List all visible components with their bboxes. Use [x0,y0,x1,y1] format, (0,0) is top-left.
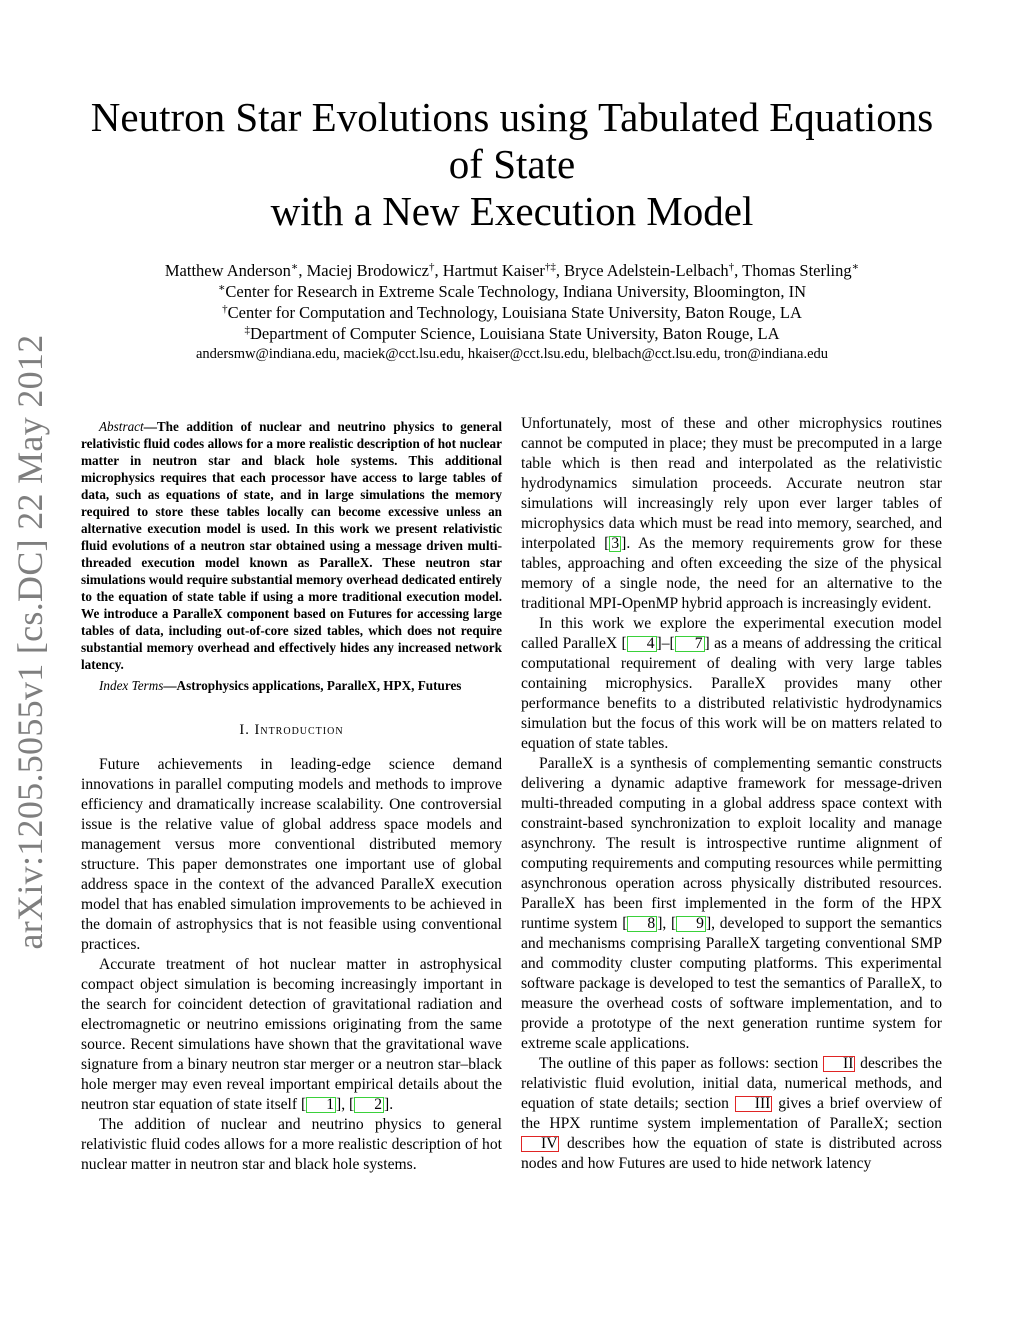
paper-title [70,94,954,235]
left-column [81,414,502,1175]
paragraph-text: gives a brief overview of the HPX runtime system implementation of ParalleX; section [521,1095,942,1132]
paragraph-text: , developed to support the semantics and mechanisms comprising ParalleX targeting conventional SMP and commodity cluster computing platforms. This experimental software package is developed to test the semantics of ParalleX, to measure the overhead costs of software implementation, and to provide a prototype of the next generation runtime system for extreme scale applications. [521,915,942,1052]
separator: – [661,635,670,652]
paragraph: ParalleX is a synthesis of complementing semantic constructs delivering a dynamic adaptive framework for message-driven multi-threaded computing in a global address space context with constraint-based synchronization to exploit locality and manage asynchrony. The result is introspective runtime alignment of computing requirements and computing resources while permitting asynchronous operation across physically distributed resources. ParalleX has been first implemented in the form of the HPX runtime system [ 8 ], [ 9 ], developed to support the semantics and mechanisms comprising ParalleX targeting conventional SMP and commodity cluster computing platforms. This experimental software package is developed to test the semantics of ParalleX, to measure the overhead costs of software implementation, and to provide a prototype of the next generation runtime system for extreme scale applications. [521,755,942,1052]
paragraph: The addition of nuclear and neutrino physics to general relativistic fluid codes allows for a more realistic description of hot nuclear matter in neutron star and black hole systems. [81,1116,502,1173]
citation-link[interactable]: 1 [306,1097,336,1113]
citation-link[interactable]: 9 [676,916,706,932]
paragraph-text: The outline of this paper as follows: section [539,1055,824,1072]
abstract-text: —The addition of nuclear and neutrino physics to general relativistic fluid codes allows for a more realistic description of hot nuclear matter in neutron star and black hole systems. This additional microphysics requires that each processor have access to large tables of data, such as equations of state, and in large simulations the memory required to store these tables locally can become excessive unless an alternative execution model is used. In this work we present relativistic fluid evolutions of a neutron star obtained using a message driven multi-threaded execution model known as ParalleX. These neutron star simulations would require substantial memory overhead dedicated entirely to the equation of state table if using a more traditional execution model. We introduce a ParalleX component based on Futures for accessing large tables of data, including out-of-core sized tables, which does not require substantial memory overhead and effectively hides any increased network latency. [81,419,502,672]
index-terms-label: Index Terms [99,678,164,693]
paragraph [521,1054,942,1174]
affiliation-text: Department of Computer Science, Louisiana State University, Baton Rouge, LA [249,324,780,343]
abstract-label: Abstract [99,419,144,434]
separator: , [341,1096,349,1113]
author-mark: †‡ [544,261,556,273]
citation-link[interactable]: 3 [611,535,620,552]
section-number: I. [239,722,255,738]
affiliation-text: Center for Computation and Technology, Louisiana State University, Baton Rouge, LA [227,303,802,322]
section-link[interactable]: II [823,1056,855,1072]
author-name: Thomas Sterling [742,261,852,280]
paragraph: Unfortunately, most of these and other microphysics routines cannot be computed in place; they must be precomputed in a large table which is then read and interpolated as the relativistic hydrodynamics simulation proceeds. Accurate neutron star simulations will increasingly rely upon ever larger tables of microphysics data which must be read into memory, searched, and interpolated [ 3 ]. As the memory requirements grow for these tables, approaching and often exceeding the size of the physical memory of a single node, the need for an alternative to the traditional MPI-OpenMP hybrid approach is increasingly evident. [521,415,942,612]
author-mark: † [428,261,435,273]
paragraph-text: as a means of addressing the critical computational requirement of dealing with very large tables containing microphysics. ParalleX provides many other performance benefits to a distributed relativistic hydrodynamics simulation but the focus of this work will be on matters related to equation of state tables. [521,635,943,752]
right-column [521,414,942,1174]
author-mark: ∗ [851,261,860,273]
citation-link[interactable]: 8 [627,916,657,932]
paragraph-text: . As the memory requirements grow for these tables, approaching and often exceeding the size of the physical memory of a single node, the need for an alternative to the traditional MPI-OpenMP hybrid approach is increasingly evident. [521,535,942,612]
affiliation-mark: † [222,303,228,315]
paragraph: In this work we explore the experimental execution model called ParalleX [ 4 ]–[ 7 ] as a means of addressing the critical computational requirement of dealing with very large tables containing microphysics. ParalleX provides many other performance benefits to a distributed relativistic hydrodynamics simulation but the focus of this work will be on matters related to equation of state tables. [521,615,943,752]
title-line-3: with a New Execution Model [270,188,754,234]
author-list: Matthew Anderson∗, Maciej Brodowicz†, Hartmut Kaiser†‡, Bryce Adelstein-Lelbach†, Thomas Sterling∗ [164,261,860,280]
section-link[interactable]: IV [521,1136,559,1152]
section-heading-introduction [81,722,502,739]
affiliation-line [70,302,954,323]
email-list: andersmw@indiana.edu, maciek@cct.lsu.edu, hkaiser@cct.lsu.edu, blelbach@cct.lsu.edu, tron@indiana.edu [195,346,829,362]
paragraph-text: Unfortunately, most of these and other microphysics routines cannot be computed in place; they must be precomputed in a large table which is then read and interpolated as the relativistic hydrodynamics simulation proceeds. Accurate neutron star simulations will increasingly rely upon ever larger tables of microphysics data which must be read into memory, searched, and interpolated [521,415,942,552]
section-title: Introduction [254,722,344,738]
author-name: Matthew Anderson [164,261,291,280]
paragraph-text: In this work we explore the experimental execution model called ParalleX [521,615,942,652]
paragraph-text: ParalleX is a synthesis of complementing semantic constructs delivering a dynamic adaptive framework for message-driven multi-threaded computing in a global address space context with constraint-based synchronization to exploit locality and manage asynchrony. The result is introspective runtime alignment of computing requirements and computing resources while permitting asynchronous operation across physically distributed resources. ParalleX has been first implemented in the form of the HPX runtime system [521,755,942,932]
separator: , [662,915,671,932]
arxiv-identifier: arXiv:1205.5055v1 [cs.DC] 22 May 2012 [10,334,50,950]
title-line-2: of State [448,141,576,187]
title-line-1: Neutron Star Evolutions using Tabulated Equations [90,94,934,140]
paragraph-text: Accurate treatment of hot nuclear matter in astrophysical compact object simulation is becoming increasingly important in the search for coincident detection of gravitational radiation and electromagnetic or neutrino emissions originating from the same source. Recent simulations have shown that the gravitational wave signature from a binary neutron star merger or a neutron star–black hole merger may even reveal important empirical details about the neutron star equation of state itself [81,956,502,1113]
author-name: Maciej Brodowicz [306,261,429,280]
author-block [70,260,954,365]
paragraph-text: describes the relativistic fluid evolution, initial data, numerical methods, and equation of state details; section [521,1055,942,1112]
author-mark: † [728,261,735,273]
section-link[interactable]: III [735,1096,773,1112]
index-terms [81,677,502,694]
affiliation-text: Center for Research in Extreme Scale Technology, Indiana University, Bloomington, IN [225,282,807,301]
citation-link[interactable]: 2 [354,1097,384,1113]
paragraph-text: describes how the equation of state is distributed across nodes and how Futures are used to hide network latency [521,1135,942,1172]
affiliation-mark: ‡ [244,324,250,336]
affiliation-line [70,323,954,344]
separator: . [389,1096,394,1113]
author-name: Hartmut Kaiser [442,261,545,280]
paragraph: Future achievements in leading-edge science demand innovations in parallel computing models and methods to improve efficiency and dramatically increase scalability. One controversial issue is the relative value of global address space models and management versus more conventional distributed memory structure. This paper demonstrates one important use of global address space in the context of the advanced ParalleX execution model that has enabled simulation improvements to be achieved in the domain of astrophysics that is not feasible using conventional practices. [81,756,502,953]
index-terms-text: —Astrophysics applications, ParalleX, HPX, Futures [163,678,462,693]
citation-link[interactable]: 4 [627,636,657,652]
affiliation-mark: ∗ [217,282,226,294]
author-name: Bryce Adelstein-Lelbach [564,261,729,280]
citation-link[interactable]: 7 [675,636,705,652]
author-mark: ∗ [290,261,299,273]
abstract [81,418,502,673]
affiliation-line [70,281,954,302]
paragraph: Accurate treatment of hot nuclear matter in astrophysical compact object simulation is becoming increasingly important in the search for coincident detection of gravitational radiation and electromagnetic or neutrino emissions originating from the same source. Recent simulations have shown that the gravitational wave signature from a binary neutron star merger or a neutron star–black hole merger may even reveal important empirical details about the neutron star equation of state itself [ 1 ], [ 2 ]. [81,956,502,1113]
